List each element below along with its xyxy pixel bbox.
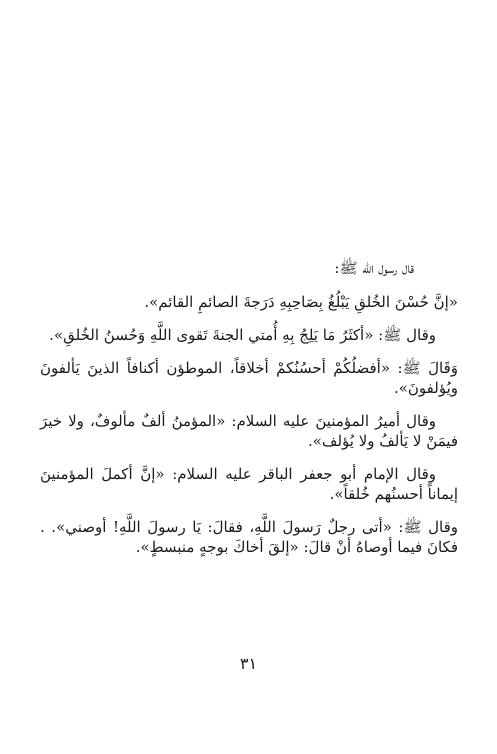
hadith-paragraph-4: وقال أميرُ المؤمنينَ عليه السلام: «المؤمنُ ألفٌ مألوفٌ، ولا خيرَ فيمَنْ لا يَألفُ ولا يُؤلف». (40, 412, 458, 450)
hadith-paragraph-3: وَقَالَ ﷺ: «أفضلُكُمْ أحسُنُكمْ أخلاقاً، الموطؤن أكنافاً الذينَ يَألفونَ ويُؤلفونَ». (40, 359, 458, 397)
page-body (40, 258, 458, 570)
hadith-paragraph-1: «إنَّ حُسْنَ الخُلقِ يَبْلُغُ بِصَاحِبِهِ دَرَجةَ الصائمِ القائم». (144, 293, 458, 311)
hadith-paragraph-5: وقال الإمام أبو جعفر الباقر عليه السلام: «إنَّ أكملَ المؤمنينَ إيماناً أحسنُهم خُلقاً». (40, 465, 458, 503)
hadith-paragraph-2: وقال ﷺ: «أكثَرُ مَا يَلِجُ بِهِ أُمتي الجنةَ تَقوى اللَّهِ وَحُسنُ الخُلقِ». (49, 326, 436, 344)
hadith-paragraph-6: وقال ﷺ: «أتى رجلٌ رَسولَ اللَّهِ، فقالَ: يَا رسولَ اللَّهِ! أوصني». . فكانَ فيما أوصاهُ أنْ قالَ: «إلقَ أخاكَ بوجهٍ منبسطٍ». (40, 518, 458, 556)
page-number: ٣١ (239, 654, 258, 673)
intro-line: قال رسول الله ﷺ: (334, 259, 414, 277)
